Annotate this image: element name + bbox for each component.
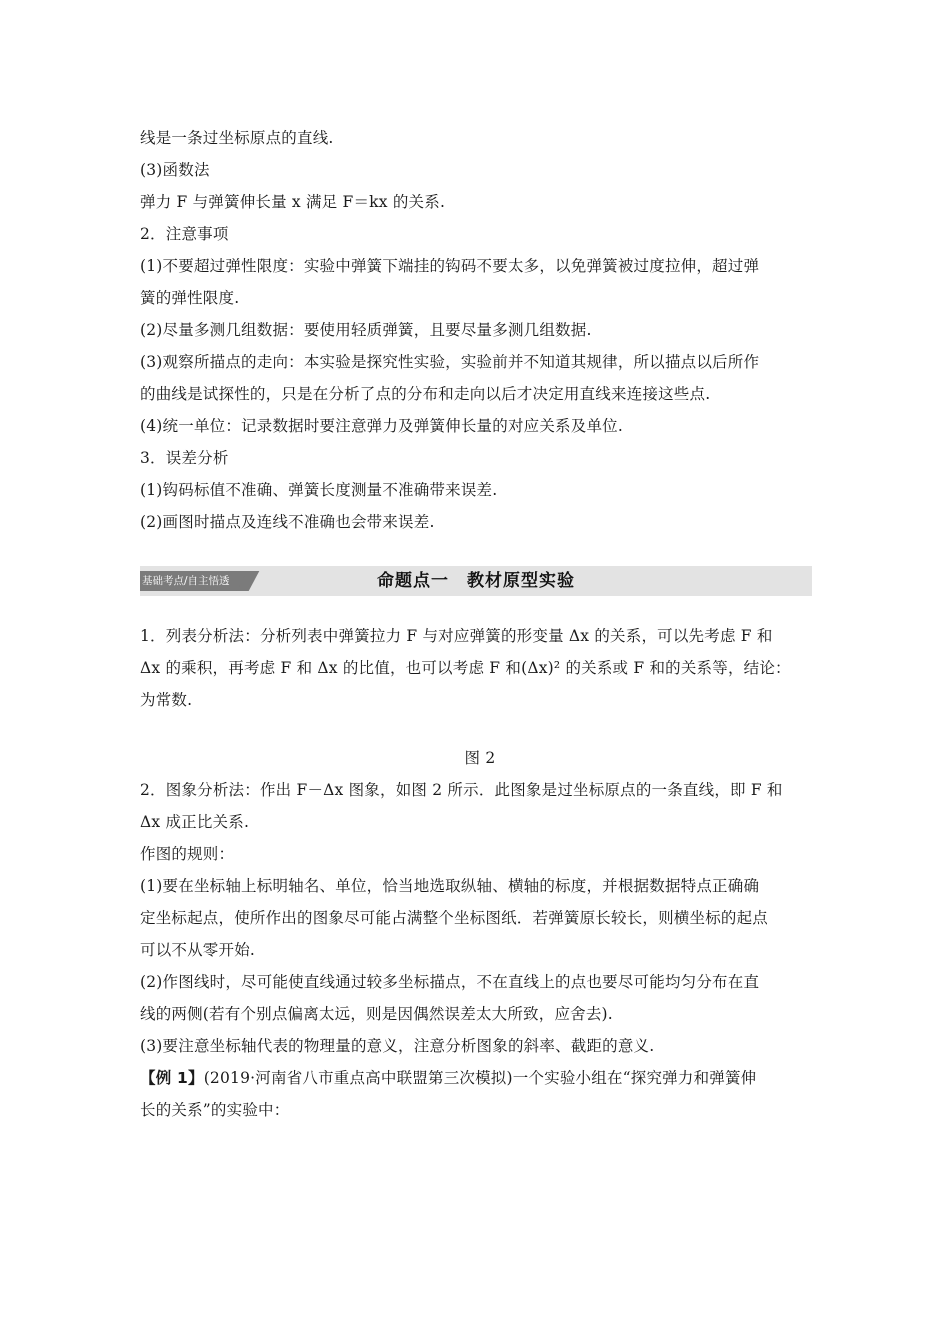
text-line: (1)要在坐标轴上标明轴名、单位，恰当地选取纵轴、横轴的标度，并根据数据特点正确确 — [140, 877, 760, 895]
text-line: 1．列表分析法：分析列表中弹簧拉力 F 与对应弹簧的形变量 Δx 的关系，可以先考虑 F 和 — [140, 627, 773, 645]
text-line: (4)统一单位：记录数据时要注意弹力及弹簧伸长量的对应关系及单位. — [140, 417, 623, 435]
text-line: 弹力 F 与弹簧伸长量 x 满足 F＝kx 的关系. — [140, 193, 446, 211]
text-line: (2)作图线时，尽可能使直线通过较多坐标描点，不在直线上的点也要尽可能均匀分布在直 — [140, 973, 760, 991]
text-line: 作图的规则： — [140, 845, 235, 863]
text-line: (1)钩码标值不准确、弹簧长度测量不准确带来误差. — [140, 481, 498, 499]
example-text: (2019·河南省八市重点高中联盟第三次模拟)一个实验小组在“探究弹力和弹簧伸 — [203, 1069, 757, 1087]
text-line: 线是一条过坐标原点的直线. — [140, 129, 334, 147]
section-heading: 3．误差分析 — [140, 449, 229, 467]
text-line: 簧的弹性限度. — [140, 289, 240, 307]
section-banner — [140, 566, 812, 596]
text-line: 为常数. — [140, 691, 193, 709]
text-line: 的曲线是试探性的，只是在分析了点的分布和走向以后才决定用直线来连接这些点. — [140, 385, 711, 403]
text-line: 定坐标起点，使所作出的图象尽可能占满整个坐标图纸．若弹簧原长较长，则横坐标的起点 — [140, 909, 769, 927]
text-line: 线的两侧(若有个别点偏离太远，则是因偶然误差太大所致，应舍去). — [140, 1005, 613, 1023]
example-line — [140, 1068, 820, 1088]
banner-title: 命题点一 教材原型实验 — [377, 571, 575, 591]
text-line: (2)画图时描点及连线不准确也会带来误差. — [140, 513, 435, 531]
text-line: 2．图象分析法：作出 F－Δx 图象，如图 2 所示．此图象是过坐标原点的一条直线，即 F 和 — [140, 781, 783, 799]
text-line: (2)尽量多测几组数据：要使用轻质弹簧，且要尽量多测几组数据. — [140, 321, 592, 339]
text-line: (3)要注意坐标轴代表的物理量的意义，注意分析图象的斜率、截距的意义. — [140, 1037, 655, 1055]
text-line: 长的关系”的实验中： — [140, 1101, 290, 1119]
example-label: 【例 1】 — [140, 1069, 204, 1087]
text-line: (3)函数法 — [140, 161, 210, 179]
banner-tag: 基础考点/自主悟透 — [140, 571, 248, 591]
text-line: Δx 的乘积，再考虑 F 和 Δx 的比值，也可以考虑 F 和(Δx)² 的关系或 F 和的关系等，结论： — [140, 659, 791, 677]
text-line: (3)观察所描点的走向：本实验是探究性实验，实验前并不知道其规律，所以描点以后所作 — [140, 353, 760, 371]
section-heading: 2．注意事项 — [140, 225, 229, 243]
text-line: Δx 成正比关系. — [140, 813, 250, 831]
figure-caption: 图 2 — [464, 749, 496, 767]
text-line: 可以不从零开始. — [140, 941, 256, 959]
text-line: (1)不要超过弹性限度：实验中弹簧下端挂的钩码不要太多，以免弹簧被过度拉伸，超过弹 — [140, 257, 760, 275]
